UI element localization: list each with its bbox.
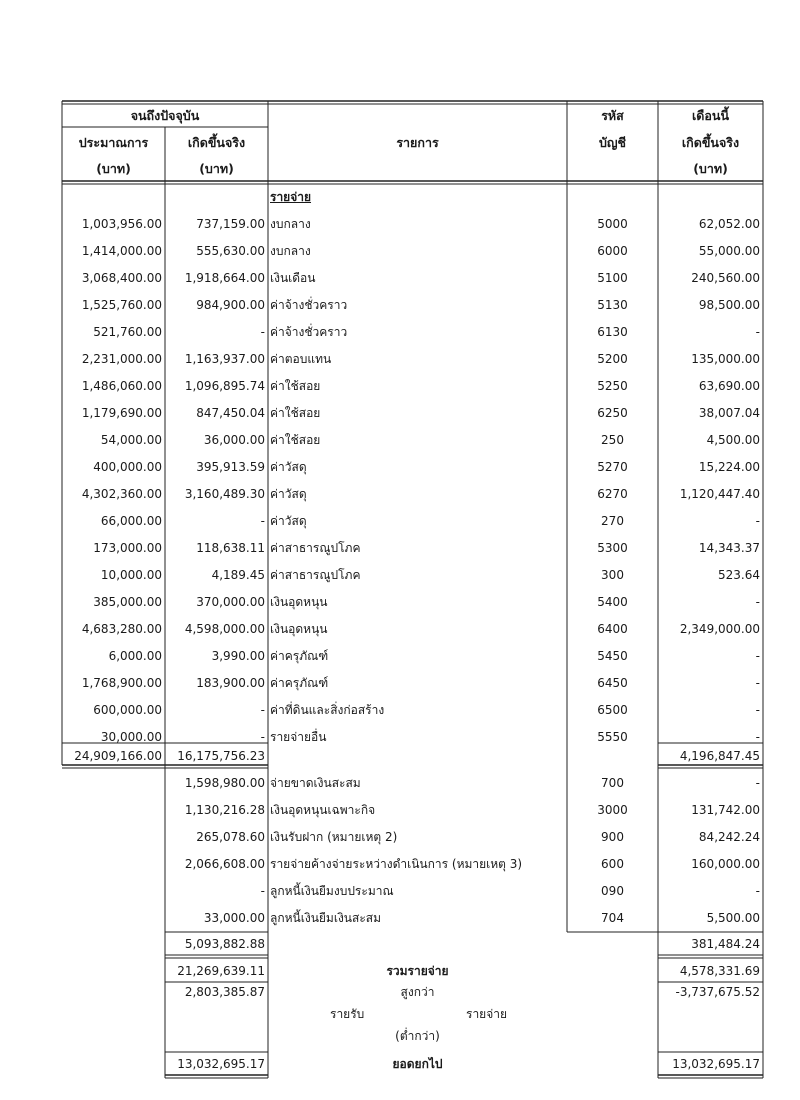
row-month: 5,500.00 xyxy=(706,911,760,925)
row-actual: 984,900.00 xyxy=(196,298,265,312)
row-label: งบกลาง xyxy=(270,244,311,258)
row-code: 6130 xyxy=(597,325,628,339)
row-code: 6450 xyxy=(597,676,628,690)
row-actual: 737,159.00 xyxy=(196,217,265,231)
subtotal2-actual: 5,093,882.88 xyxy=(184,937,265,951)
row-code: 5200 xyxy=(597,352,628,366)
row-actual: 118,638.11 xyxy=(196,541,265,555)
row-code: 6270 xyxy=(597,487,628,501)
row-month: 55,000.00 xyxy=(698,244,760,258)
row-month: 240,560.00 xyxy=(691,271,760,285)
diff-higher: สูงกว่า xyxy=(400,985,435,999)
row-code: 6400 xyxy=(597,622,628,636)
row-actual: 1,918,664.00 xyxy=(184,271,265,285)
row-code: 5270 xyxy=(597,460,628,474)
header-code-1: รหัส xyxy=(601,108,624,123)
row-actual: - xyxy=(260,730,265,744)
row-code: 5130 xyxy=(597,298,628,312)
row-label: รายจ่ายค้างจ่ายระหว่างดำเนินการ (หมายเหตุ 3) xyxy=(270,857,523,871)
row-month: - xyxy=(755,595,760,609)
diff-month: -3,737,675.52 xyxy=(675,985,760,999)
row-actual: 33,000.00 xyxy=(203,911,265,925)
row-month: - xyxy=(755,703,760,717)
row-actual: 1,096,895.74 xyxy=(184,379,265,393)
row-label: งบกลาง xyxy=(270,217,311,231)
row-estimate: 385,000.00 xyxy=(93,595,162,609)
row-month: 84,242.24 xyxy=(698,830,760,844)
row-label: ลูกหนี้เงินยืมงบประมาณ xyxy=(270,884,394,898)
row-month: - xyxy=(755,649,760,663)
row-code: 090 xyxy=(601,884,624,898)
row-actual: 3,160,489.30 xyxy=(184,487,265,501)
row-label: จ่ายขาดเงินสะสม xyxy=(270,776,361,790)
subtotal-month: 4,196,847.45 xyxy=(679,749,760,763)
row-label: ค่าวัสดุ xyxy=(270,487,307,501)
row-label: ค่าครุภัณฑ์ xyxy=(270,676,329,690)
subtotal-estimate: 24,909,166.00 xyxy=(74,749,162,763)
row-label: ค่าสาธารณูปโภค xyxy=(270,541,361,555)
row-code: 5000 xyxy=(597,217,628,231)
row-label: เงินอุดหนุน xyxy=(270,622,328,636)
row-actual: 1,163,937.00 xyxy=(184,352,265,366)
header-this-month: เดือนนี้ xyxy=(692,108,729,123)
row-label: ลูกหนี้เงินยืมเงินสะสม xyxy=(270,911,382,925)
row-estimate: 1,179,690.00 xyxy=(81,406,162,420)
header-baht-month: (บาท) xyxy=(693,161,728,176)
header-item: รายการ xyxy=(396,135,439,150)
row-estimate: 1,525,760.00 xyxy=(81,298,162,312)
row-estimate: 66,000.00 xyxy=(100,514,162,528)
row-estimate: 6,000.00 xyxy=(108,649,162,663)
row-code: 250 xyxy=(601,433,624,447)
row-estimate: 600,000.00 xyxy=(93,703,162,717)
row-actual: 847,450.04 xyxy=(196,406,265,420)
row-label: ค่าที่ดินและสิ่งก่อสร้าง xyxy=(270,703,385,717)
row-estimate: 1,768,900.00 xyxy=(81,676,162,690)
header-estimate: ประมาณการ xyxy=(78,135,149,150)
row-code: 900 xyxy=(601,830,624,844)
row-label: เงินเดือน xyxy=(270,271,316,285)
row-label: ค่าตอบแทน xyxy=(270,352,332,366)
row-month: - xyxy=(755,884,760,898)
row-actual: 4,189.45 xyxy=(211,568,265,582)
header-baht-actual: (บาท) xyxy=(199,161,234,176)
row-estimate: 1,003,956.00 xyxy=(81,217,162,231)
section-title: รายจ่าย xyxy=(270,190,312,204)
row-code: 6250 xyxy=(597,406,628,420)
row-month: 98,500.00 xyxy=(698,298,760,312)
row-code: 300 xyxy=(601,568,624,582)
row-month: - xyxy=(755,325,760,339)
row-month: - xyxy=(755,676,760,690)
row-actual: - xyxy=(260,884,265,898)
row-month: 131,742.00 xyxy=(691,803,760,817)
row-actual: 1,130,216.28 xyxy=(184,803,265,817)
carry-month: 13,032,695.17 xyxy=(672,1057,760,1071)
row-estimate: 2,231,000.00 xyxy=(81,352,162,366)
row-month: 4,500.00 xyxy=(706,433,760,447)
row-actual: 370,000.00 xyxy=(196,595,265,609)
row-month: 2,349,000.00 xyxy=(679,622,760,636)
header-month-actual: เกิดขึ้นจริง xyxy=(681,135,740,150)
row-month: 14,343.37 xyxy=(698,541,760,555)
row-estimate: 4,302,360.00 xyxy=(81,487,162,501)
row-month: 62,052.00 xyxy=(698,217,760,231)
row-month: 523.64 xyxy=(718,568,760,582)
row-code: 5400 xyxy=(597,595,628,609)
diff-actual: 2,803,385.87 xyxy=(184,985,265,999)
row-code: 270 xyxy=(601,514,624,528)
row-code: 700 xyxy=(601,776,624,790)
row-estimate: 4,683,280.00 xyxy=(81,622,162,636)
row-month: 1,120,447.40 xyxy=(679,487,760,501)
row-estimate: 3,068,400.00 xyxy=(81,271,162,285)
row-month: 15,224.00 xyxy=(698,460,760,474)
row-label: ค่าใช้สอย xyxy=(270,406,321,420)
row-month: 135,000.00 xyxy=(691,352,760,366)
row-label: ค่าวัสดุ xyxy=(270,460,307,474)
row-actual: 3,990.00 xyxy=(211,649,265,663)
row-estimate: 173,000.00 xyxy=(93,541,162,555)
row-label: เงินรับฝาก (หมายเหตุ 2) xyxy=(270,830,398,844)
total-actual: 21,269,639.11 xyxy=(177,964,265,978)
row-estimate: 1,414,000.00 xyxy=(81,244,162,258)
row-estimate: 400,000.00 xyxy=(93,460,162,474)
row-month: 63,690.00 xyxy=(698,379,760,393)
row-actual: 265,078.60 xyxy=(196,830,265,844)
row-estimate: 10,000.00 xyxy=(100,568,162,582)
row-code: 3000 xyxy=(597,803,628,817)
row-estimate: 30,000.00 xyxy=(100,730,162,744)
row-actual: 2,066,608.00 xyxy=(184,857,265,871)
row-code: 5300 xyxy=(597,541,628,555)
row-actual: - xyxy=(260,703,265,717)
row-actual: - xyxy=(260,514,265,528)
row-code: 6500 xyxy=(597,703,628,717)
row-label: ค่าใช้สอย xyxy=(270,379,321,393)
row-label: เงินอุดหนุนเฉพาะกิจ xyxy=(270,803,376,817)
header-actual: เกิดขึ้นจริง xyxy=(187,135,246,150)
row-actual: 183,900.00 xyxy=(196,676,265,690)
row-code: 5450 xyxy=(597,649,628,663)
row-month: - xyxy=(755,514,760,528)
row-label: ค่าใช้สอย xyxy=(270,433,321,447)
row-label: ค่าวัสดุ xyxy=(270,514,307,528)
row-code: 5250 xyxy=(597,379,628,393)
diff-income: รายรับ xyxy=(330,1007,365,1021)
diff-expense: รายจ่าย xyxy=(466,1007,508,1021)
row-actual: 4,598,000.00 xyxy=(184,622,265,636)
row-estimate: 1,486,060.00 xyxy=(81,379,162,393)
total-label: รวมรายจ่าย xyxy=(386,964,449,978)
row-code: 5100 xyxy=(597,271,628,285)
row-month: 160,000.00 xyxy=(691,857,760,871)
row-estimate: 521,760.00 xyxy=(93,325,162,339)
row-month: 38,007.04 xyxy=(698,406,760,420)
row-label: เงินอุดหนุน xyxy=(270,595,328,609)
row-code: 600 xyxy=(601,857,624,871)
row-label: ค่าจ้างชั่วคราว xyxy=(270,298,348,312)
header-code-2: บัญชี xyxy=(598,135,627,150)
row-code: 704 xyxy=(601,911,624,925)
diff-lower: (ต่ำกว่า) xyxy=(395,1029,440,1043)
row-label: ค่าสาธารณูปโภค xyxy=(270,568,361,582)
header-to-date: จนถึงปัจจุบัน xyxy=(130,108,200,123)
subtotal2-month: 381,484.24 xyxy=(691,937,760,951)
row-label: รายจ่ายอื่น xyxy=(270,730,327,744)
header-baht-estimate: (บาท) xyxy=(96,161,131,176)
row-actual: 36,000.00 xyxy=(203,433,265,447)
row-code: 6000 xyxy=(597,244,628,258)
row-month: - xyxy=(755,730,760,744)
row-actual: 395,913.59 xyxy=(196,460,265,474)
row-month: - xyxy=(755,776,760,790)
row-actual: 555,630.00 xyxy=(196,244,265,258)
carry-actual: 13,032,695.17 xyxy=(177,1057,265,1071)
carry-label: ยอดยกไป xyxy=(392,1057,443,1071)
row-actual: 1,598,980.00 xyxy=(184,776,265,790)
row-label: ค่าจ้างชั่วคราว xyxy=(270,325,348,339)
subtotal-actual: 16,175,756.23 xyxy=(177,749,265,763)
row-label: ค่าครุภัณฑ์ xyxy=(270,649,329,663)
total-month: 4,578,331.69 xyxy=(679,964,760,978)
row-estimate: 54,000.00 xyxy=(100,433,162,447)
row-code: 5550 xyxy=(597,730,628,744)
row-actual: - xyxy=(260,325,265,339)
